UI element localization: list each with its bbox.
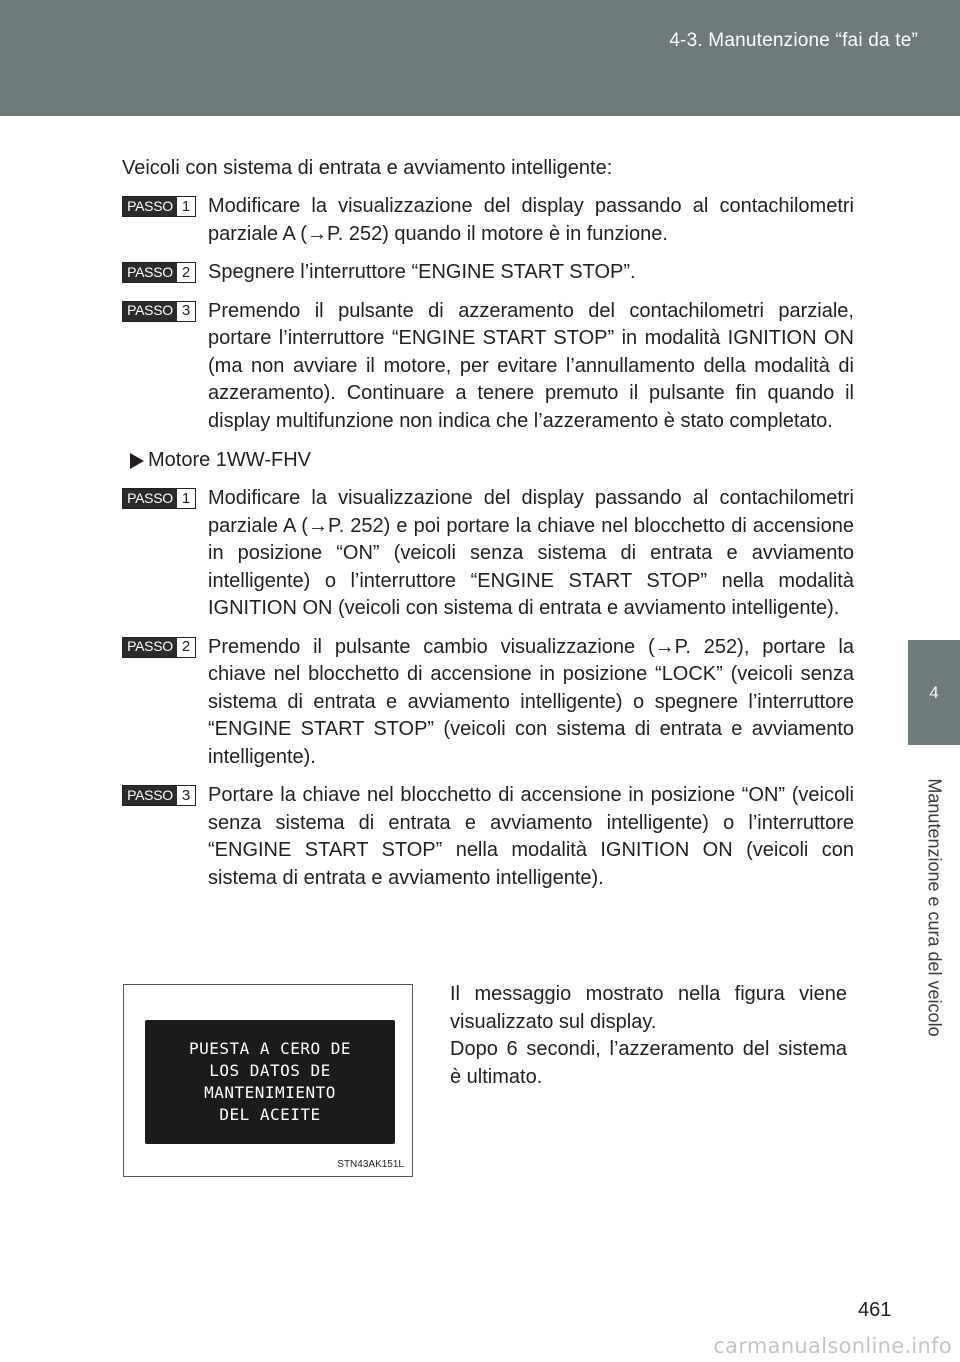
section-title: 4-3. Manutenzione “fai da te” <box>669 30 918 51</box>
step-badge-label: PASSO <box>123 638 177 657</box>
main-content <box>122 155 854 892</box>
intro-text: Veicoli con sistema di entrata e avviamento intelligente: <box>122 157 613 179</box>
step-b-1 <box>122 485 854 623</box>
multi-display-screen <box>145 1020 395 1144</box>
step-text: Modificare la visualizzazione del display passando al contachilometri parziale A (→P. 252) e poi portare la chiave nel blocchetto di accensione in posizione “ON” (veicoli senza sistema di entrata e avviamento intelligente) o l’interruttore “ENGINE START STOP” nella modalità IGNITION ON (veicoli con sistema di entrata e avviamento intelligente). <box>208 487 854 619</box>
step-b-2 <box>122 634 854 772</box>
step-badge <box>122 637 196 658</box>
triangle-bullet-icon <box>130 453 144 469</box>
page-header <box>0 0 960 116</box>
step-badge-label: PASSO <box>123 786 177 805</box>
step-text: Portare la chiave nel blocchetto di accensione in posizione “ON” (veicoli senza sistema di entrata e avviamento intelligente) o l’interruttore “ENGINE START STOP” nella modalità IGNITION ON (veicoli con sistema di entrata e avviamento intelligente). <box>208 784 854 889</box>
step-badge <box>122 196 196 217</box>
chapter-tab-label-text: Manutenzione e cura del veicolo <box>924 778 945 1037</box>
step-badge-label: PASSO <box>123 197 177 216</box>
caption-line-1: Il messaggio mostrato nella figura viene visualizzato sul display. <box>450 983 847 1033</box>
step-badge <box>122 488 196 509</box>
step-badge <box>122 785 196 806</box>
engine-heading-text: Motore 1WW-FHV <box>148 449 311 471</box>
caption-line-2: Dopo 6 secondi, l’azzeramento del sistema è ultimato. <box>450 1038 847 1088</box>
step-a-2 <box>122 259 854 287</box>
step-badge-number: 3 <box>177 302 195 321</box>
step-text: Premendo il pulsante cambio visualizzazione (→P. 252), portare la chiave nel blocchetto di accensione in posizione “LOCK” (veicoli senza sistema di entrata e avviamento intelligente) o spegnere l’interruttore “ENGINE START STOP” (veicoli con sistema di entrata e avviamento intelligente). <box>208 635 854 768</box>
chapter-tab-label <box>908 745 960 1070</box>
step-text: Modificare la visualizzazione del display passando al contachilometri parziale A (→P. 252) quando il motore è in funzione. <box>208 195 854 245</box>
step-badge-label: PASSO <box>123 263 177 282</box>
figure-caption <box>450 981 847 1091</box>
step-badge-number: 1 <box>177 197 195 216</box>
step-badge-number: 1 <box>177 489 195 508</box>
step-badge-label: PASSO <box>123 489 177 508</box>
step-badge-number: 2 <box>177 263 195 282</box>
step-b-3 <box>122 782 854 892</box>
step-a-1 <box>122 193 854 248</box>
display-figure <box>123 984 413 1177</box>
step-a-3 <box>122 298 854 436</box>
step-text: Premendo il pulsante di azzeramento del contachilometri parziale, portare l’interruttore “ENGINE START STOP” in modalità IGNITION ON (ma non avviare il motore, per evitare l’annullamento della modalità di azzeramento). Continuare a tenere premuto il pulsante fin quando il display multifunzione non indica che l’azzeramento è stato completato. <box>208 299 854 432</box>
chapter-tab-number: 4 <box>908 640 960 745</box>
step-text: Spegnere l’interruttore “ENGINE START STOP”. <box>208 261 636 283</box>
step-badge-number: 2 <box>177 638 195 657</box>
display-message: PUESTA A CERO DE LOS DATOS DE MANTENIMIENTO DEL ACEITE <box>188 1039 352 1124</box>
watermark: carmanualsonline.info <box>713 1334 952 1358</box>
step-badge-label: PASSO <box>123 302 177 321</box>
engine-heading <box>122 447 854 474</box>
step-badge <box>122 301 196 322</box>
page-number: 461 <box>858 1299 892 1321</box>
figure-code: STN43AK151L <box>337 1159 404 1170</box>
step-badge-number: 3 <box>177 786 195 805</box>
step-badge <box>122 262 196 283</box>
